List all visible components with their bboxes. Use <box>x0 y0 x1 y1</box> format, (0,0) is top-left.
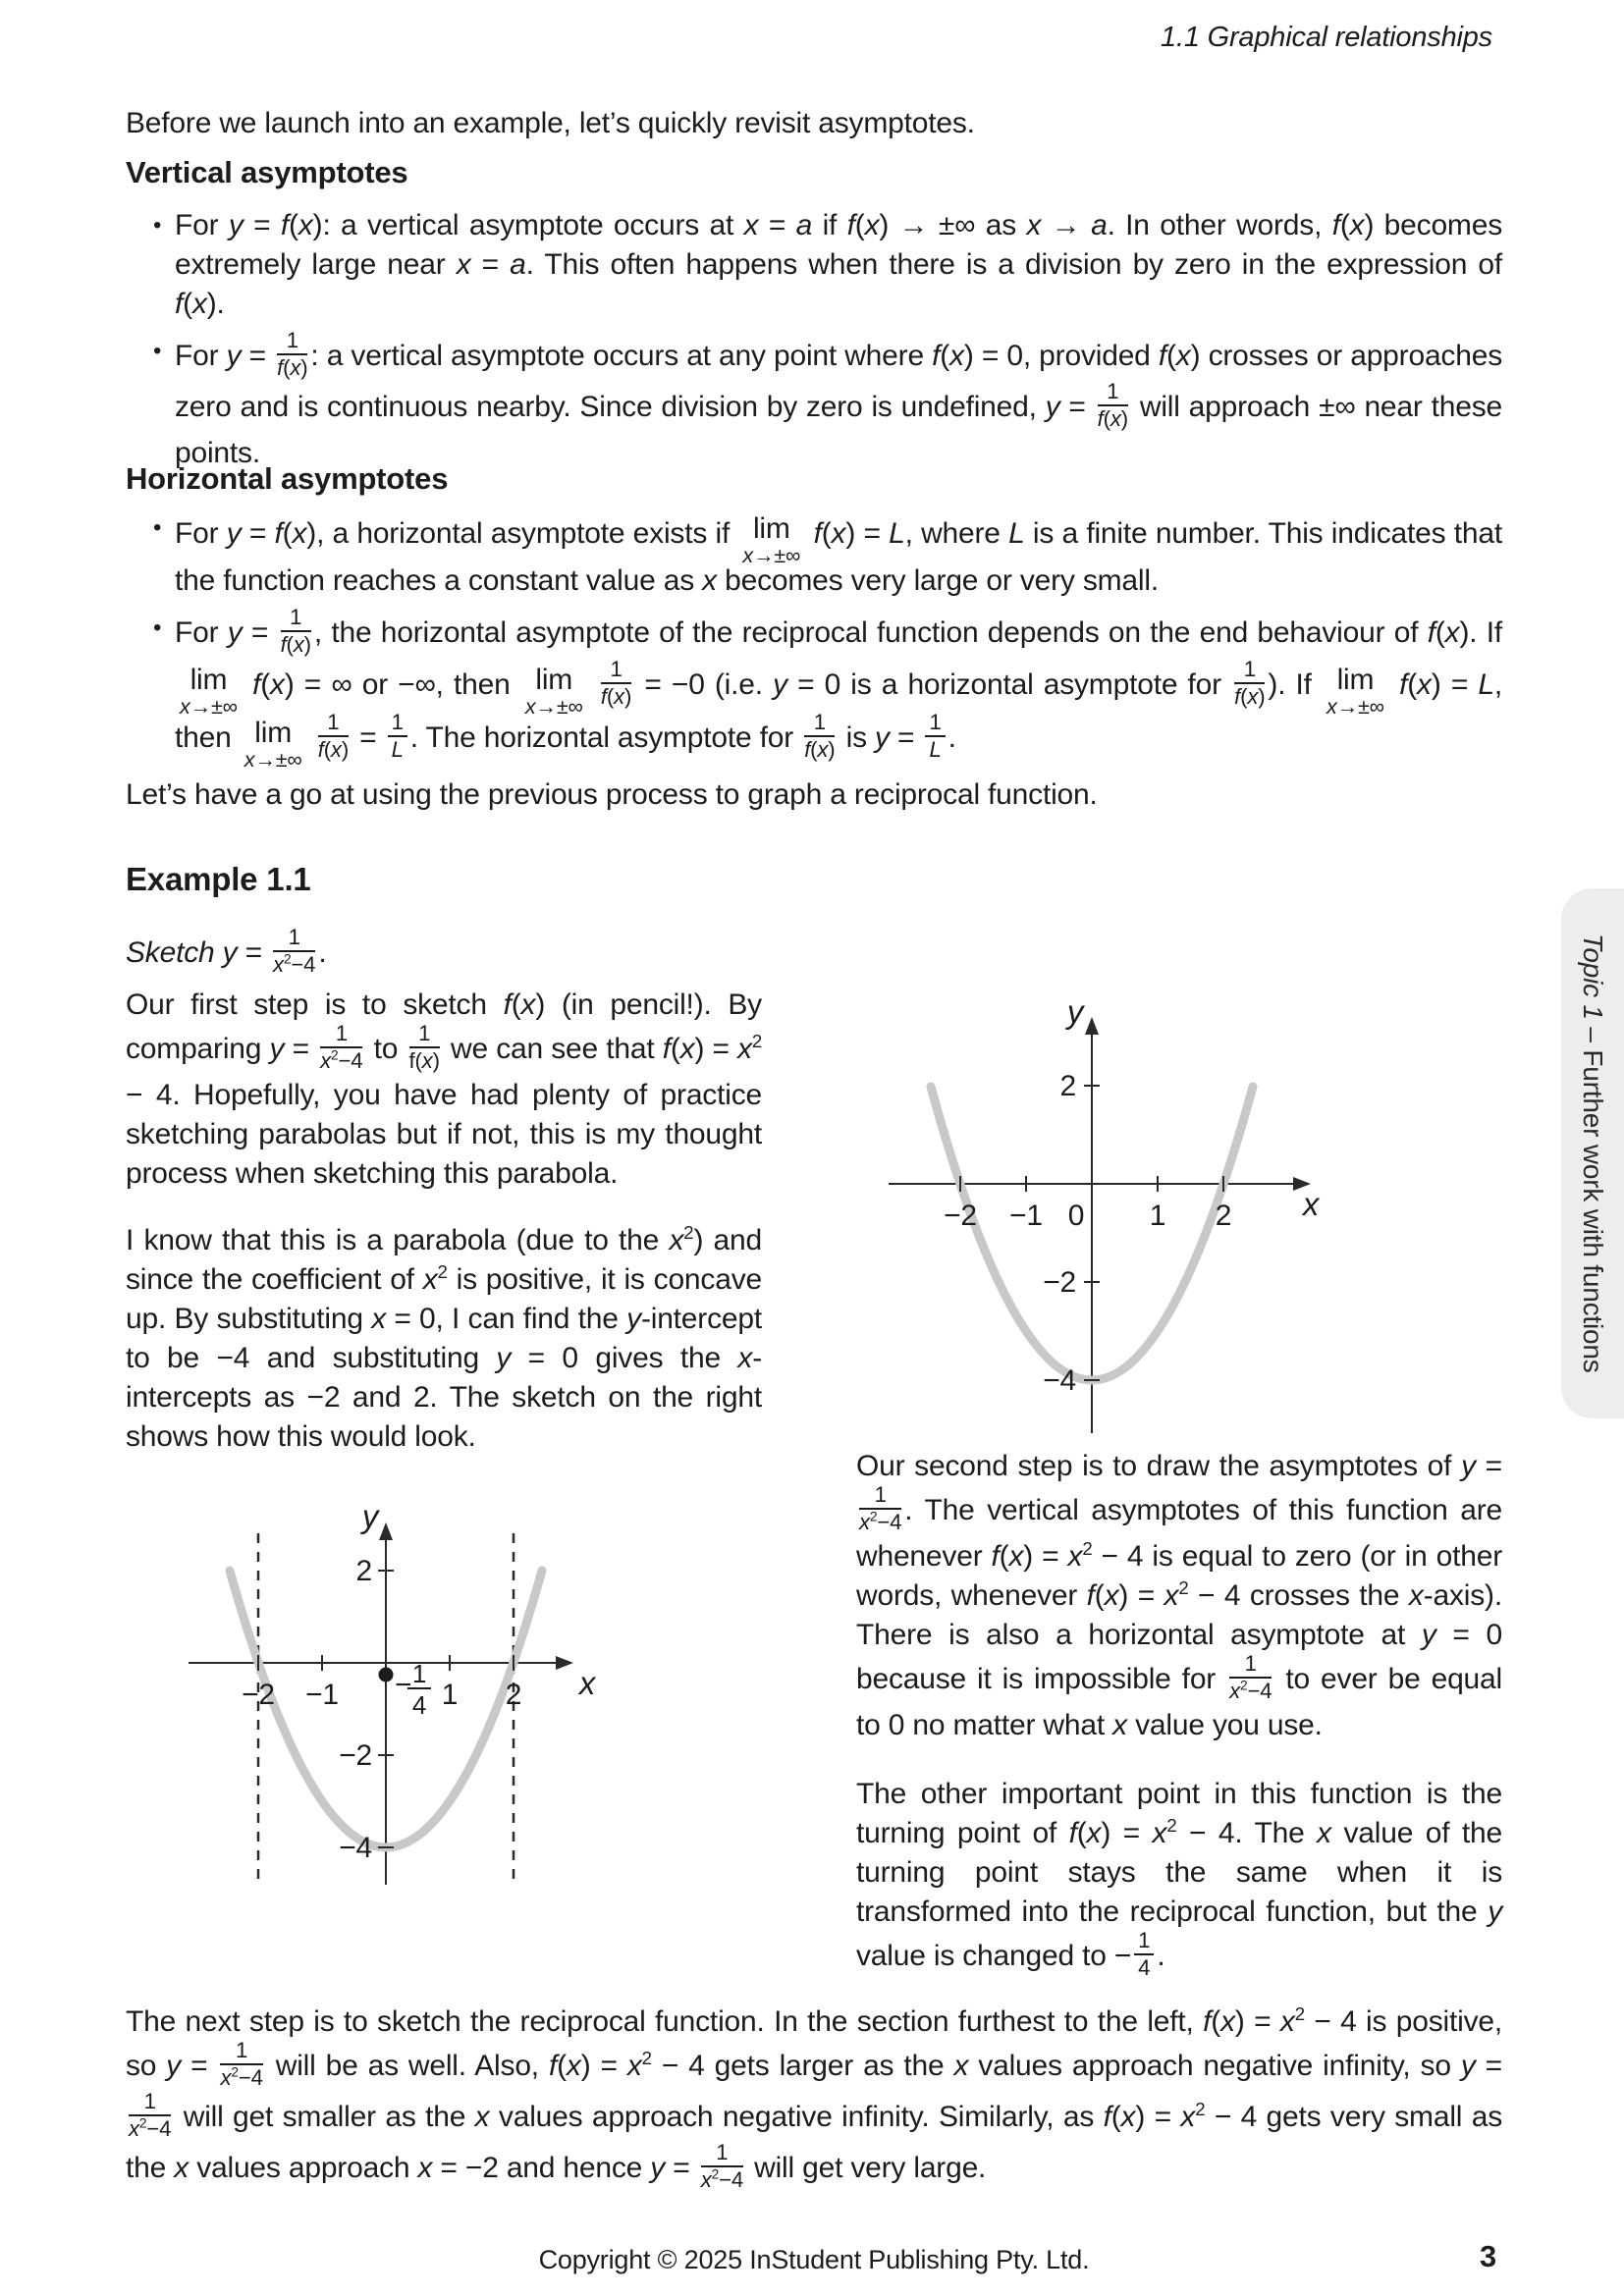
y-axis-arrow-icon <box>379 1522 393 1540</box>
bullet-icon: • <box>153 614 162 642</box>
bottom-paragraph: The next step is to sketch the reciprocal function. In the section furthest to the left, $f(x) = x^2 - 4$ is positive, so y = $\frac{1}{x^2-4}$ will be as well. Also, $f(x) = x^2 - 4$ gets larger as the x values approach negative infinity, so y = $\frac{1}{x^2-4}$ will get smaller as the x values approach negative infinity. Similarly, as $f(x) = x^2 - 4$ gets very small as the x values approach x = −2 and hence y = $\frac{1}{x^2-4}$ will get very large. <box>126 2003 1502 2192</box>
paragraph: Our first step is to sketch f(x) (in pencil!). By comparing y = $\frac{1}{x^2-4}$ to $\frac{1}{f(x)}$ we can see that $f(x) = x^2 - 4$. Hopefully, you have had plenty of practice sketching parabolas but if not, this is my thought process when sketching this parabola. <box>126 988 763 1190</box>
y-axis-label: y <box>361 1498 379 1534</box>
turning-point-denominator: 4 <box>411 1690 427 1720</box>
bullet-icon: • <box>153 212 162 239</box>
parabola-asymptotes-graph <box>128 1492 638 1953</box>
bullet-icon: • <box>153 338 162 364</box>
list-item <box>126 328 1502 473</box>
list-item <box>126 206 1502 324</box>
x-tick-label: −1 <box>305 1679 339 1711</box>
y-tick-label: 2 <box>355 1555 372 1587</box>
x-axis-label: x <box>1302 1186 1320 1222</box>
page-number: 3 <box>1479 2239 1496 2273</box>
x-tick-label: −1 <box>1009 1200 1043 1232</box>
example-left-column <box>126 986 762 1457</box>
y-tick-label: −2 <box>1043 1266 1076 1299</box>
lead-out-paragraph: Let’s have a go at using the previous process to graph a reciprocal function. <box>126 778 1098 811</box>
turning-point-numerator: 1 <box>411 1659 427 1688</box>
bullet-text: For y = f(x): a vertical asymptote occurs at x = a if f(x) → ±∞ as x → a. In other words, f(x) becomes extremely large near x = a. This often happens when there is a division by zero in the expression of f(x). <box>175 209 1503 320</box>
y-axis-arrow-icon <box>1085 1017 1099 1035</box>
example-heading: Example 1.1 <box>126 861 311 897</box>
heading-vertical-asymptotes: Vertical asymptotes <box>126 155 408 189</box>
turning-point-dot <box>379 1668 394 1682</box>
x-axis-arrow-icon <box>556 1656 573 1670</box>
turning-point-minus: − <box>395 1669 412 1701</box>
bullet-icon: • <box>153 514 162 541</box>
copyright-notice: Copyright © 2025 InStudent Publishing Pty. Ltd. <box>538 2245 1090 2274</box>
example-problem: Sketch y = $\frac{1}{x^2-4}$ . <box>126 925 327 977</box>
paragraph: The other important point in this function is the turning point of $f(x) = x^2 - 4$. The x value of the turning point stays the same when it is transformed into the reciprocal function, but the y value is changed to − $\frac{1}{4}$ . <box>856 1777 1502 1980</box>
x-tick-label: 2 <box>505 1679 522 1711</box>
bullet-text: For y = $\frac{1}{f(x)}$ : a vertical asymptote occurs at any point where f(x) = 0, provided f(x) crosses or approaches zero and is continuous nearby. Since division by zero is undefined, y = $\frac{1}{f(x)}$ will approach ±∞ near these points. <box>175 328 1502 469</box>
list-item <box>126 605 1502 772</box>
x-axis-label: x <box>578 1665 596 1701</box>
vertical-asymptotes-bullets <box>126 206 1502 473</box>
topic-sidebar-text <box>1573 934 1612 1373</box>
x-tick-label: 2 <box>1215 1200 1232 1232</box>
example-right-column <box>856 1447 1502 1983</box>
heading-horizontal-asymptotes: Horizontal asymptotes <box>126 461 449 496</box>
topic-sidebar-tab <box>1561 888 1624 1418</box>
paragraph: Our second step is to draw the asymptotes of y = $\frac{1}{x^2-4}$ . The vertical asymptotes of this function are whenever $f(x) = x^2 - 4$ is equal to zero (or in other words, whenever $f(x) = x^2 - 4$ crosses the x-axis). There is also a horizontal asymptote at y = 0 because it is impossible for $\frac{1}{x^2-4}$ to ever be equal to 0 no matter what x value you use. <box>856 1450 1502 1741</box>
bullet-text: For y = f(x), a horizontal asymptote exists if lim x→±∞ f(x) = L, where L is a finite number. This indicates that the function reaches a constant value as x becomes very large or very small. <box>175 512 1502 598</box>
list-item <box>126 508 1502 601</box>
running-header: 1.1 Graphical relationships <box>1161 22 1492 53</box>
intro-paragraph: Before we launch into an example, let’s quickly revisit asymptotes. <box>126 107 975 139</box>
x-tick-label: 1 <box>1149 1200 1166 1232</box>
origin-label: 0 <box>1067 1200 1085 1232</box>
y-axis-label: y <box>1066 993 1084 1030</box>
paragraph: I know that this is a parabola (due to the $x^2$) and since the coefficient of $x^2$ is positive, it is concave up. By substituting x = 0, I can find the y-intercept to be −4 and substituting y = 0 gives the x-intercepts as −2 and 2. The sketch on the right shows how this would look. <box>126 1221 762 1453</box>
x-tick-label: 1 <box>441 1679 459 1711</box>
bullet-text: For y = $\frac{1}{f(x)}$ , the horizontal asymptote of the reciprocal function depends on the end behaviour of f(x). If lim x→±∞ f(x) = ∞ or −∞, then lim x→±∞ $\frac{1}{f(x)}$ = −0 (i.e. y = 0 is a horizontal asymptote for $\frac{1}{f(x)}$ ). If lim x→±∞ f(x) = L, then lim x→±∞ $\frac{1}{f(x)}$ = $\frac{1}{L}$ . The horizontal asymptote for $\frac{1}{f(x)}$ is y = $\frac{1}{L}$ . <box>175 605 1502 772</box>
y-tick-label: −4 <box>1043 1364 1076 1397</box>
y-tick-label: −4 <box>339 1832 372 1864</box>
horizontal-asymptotes-bullets <box>126 508 1502 772</box>
y-tick-label: −2 <box>339 1739 372 1772</box>
parabola-graph <box>864 993 1335 1435</box>
x-tick-label: −2 <box>944 1200 977 1232</box>
x-tick-label: −2 <box>242 1679 275 1711</box>
y-tick-label: 2 <box>1059 1070 1076 1102</box>
topic-number: Topic 1 – <box>1578 934 1608 1050</box>
topic-title: Further work with functions <box>1578 1049 1608 1373</box>
